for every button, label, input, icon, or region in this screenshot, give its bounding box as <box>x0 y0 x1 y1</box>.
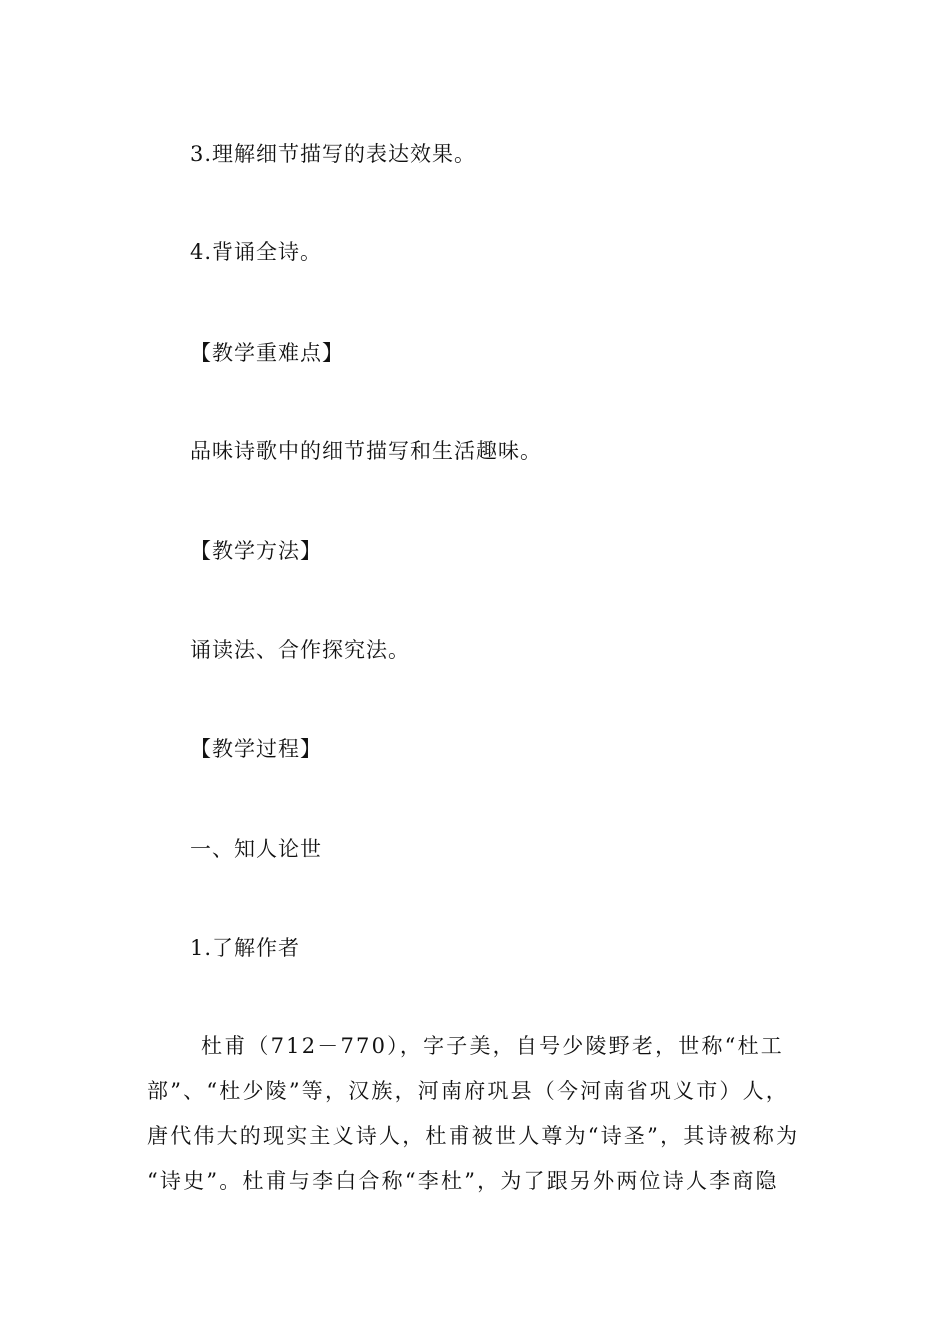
methods-text: 诵读法、合作探究法。 <box>190 638 410 662</box>
section-heading-process: 【教学过程】 <box>190 737 322 761</box>
author-paragraph-row: 部”、“杜少陵”等，汉族，河南府巩县（今河南省巩义市）人， <box>147 1079 790 1103</box>
author-paragraph-row: 杜甫（712－770），字子美，自号少陵野老，世称“杜工 <box>201 1034 784 1058</box>
author-paragraph-row: 唐代伟大的现实主义诗人，杜甫被世人尊为“诗圣”，其诗被称为 <box>147 1124 800 1148</box>
author-paragraph <box>147 1024 807 1204</box>
section-heading-methods: 【教学方法】 <box>190 539 322 563</box>
step-1-subheading: 1.了解作者 <box>190 936 301 960</box>
section-heading-key-points: 【教学重难点】 <box>190 341 344 365</box>
objective-3: 3.理解细节描写的表达效果。 <box>190 142 477 166</box>
author-paragraph-row: “诗史”。杜甫与李白合称“李杜”，为了跟另外两位诗人李商隐 <box>147 1169 779 1193</box>
objective-4: 4.背诵全诗。 <box>190 240 323 264</box>
step-1-heading: 一、知人论世 <box>190 837 322 861</box>
key-points-text: 品味诗歌中的细节描写和生活趣味。 <box>190 439 542 463</box>
